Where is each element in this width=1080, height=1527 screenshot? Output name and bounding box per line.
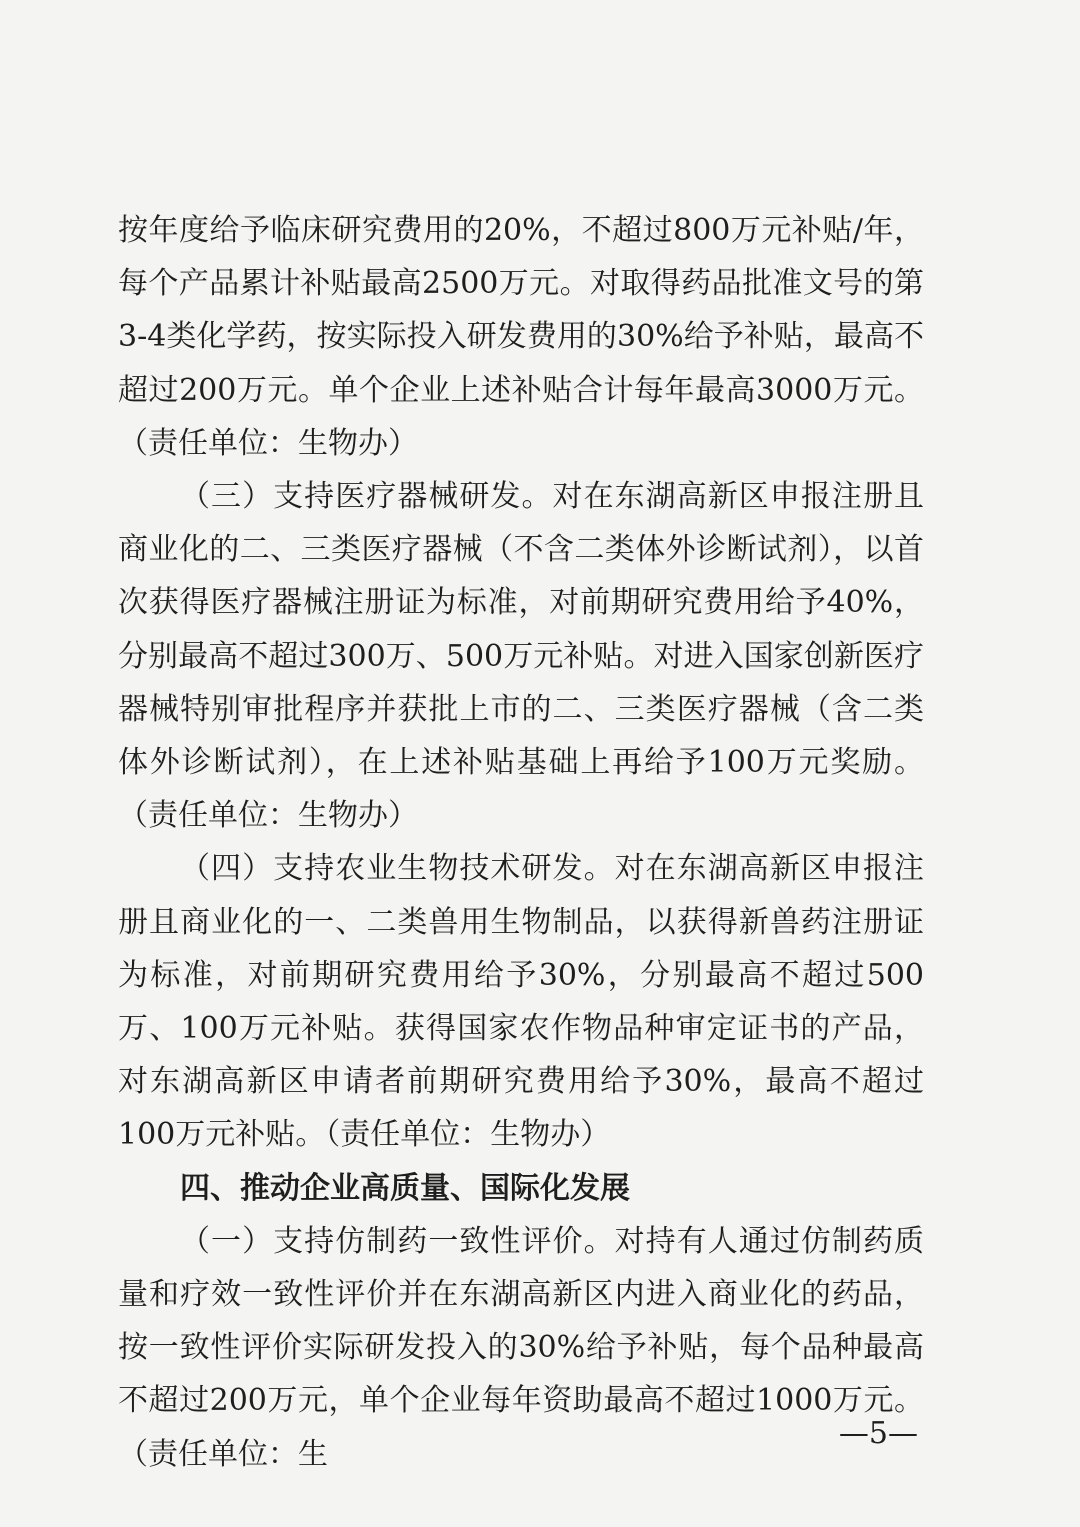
- paragraph-generic-drugs: （一）支持仿制药一致性评价。对持有人通过仿制药质量和疗效一致性评价并在东湖高新区内进入商业化的药品，按一致性评价实际研发投入的30%给予补贴，每个品种最高不超过200万元，单个企业每年资助最高不超过1000万元。（责任单位：生: [118, 1223, 924, 1472]
- paragraph-continuation: 按年度给予临床研究费用的20%，不超过800万元补贴/年，每个产品累计补贴最高2500万元。对取得药品批准文号的第3-4类化学药，按实际投入研发费用的30%给予补贴，最高不超过200万元。单个企业上述补贴合计每年最高3000万元。（责任单位：生物办）: [118, 213, 924, 461]
- document-body: [118, 204, 924, 1481]
- page-number: —5—: [838, 1416, 918, 1451]
- paragraph-medical-devices: （三）支持医疗器械研发。对在东湖高新区申报注册且商业化的二、三类医疗器械（不含二类体外诊断试剂），以首次获得医疗器械注册证为标准，对前期研究费用给予40%，分别最高不超过300万、500万元补贴。对进入国家创新医疗器械特别审批程序并获批上市的二、三类医疗器械（含二类体外诊断试剂），在上述补贴基础上再给予100万元奖励。（责任单位：生物办）: [118, 479, 924, 834]
- paragraph-agri-biotech: （四）支持农业生物技术研发。对在东湖高新区申报注册且商业化的一、二类兽用生物制品，以获得新兽药注册证为标准，对前期研究费用给予30%，分别最高不超过500万、100万元补贴。获得国家农作物品种审定证书的产品，对东湖高新区申请者前期研究费用给予30%，最高不超过100万元补贴。（责任单位：生物办）: [118, 851, 924, 1153]
- section-heading: 四、推动企业高质量、国际化发展: [180, 1170, 630, 1206]
